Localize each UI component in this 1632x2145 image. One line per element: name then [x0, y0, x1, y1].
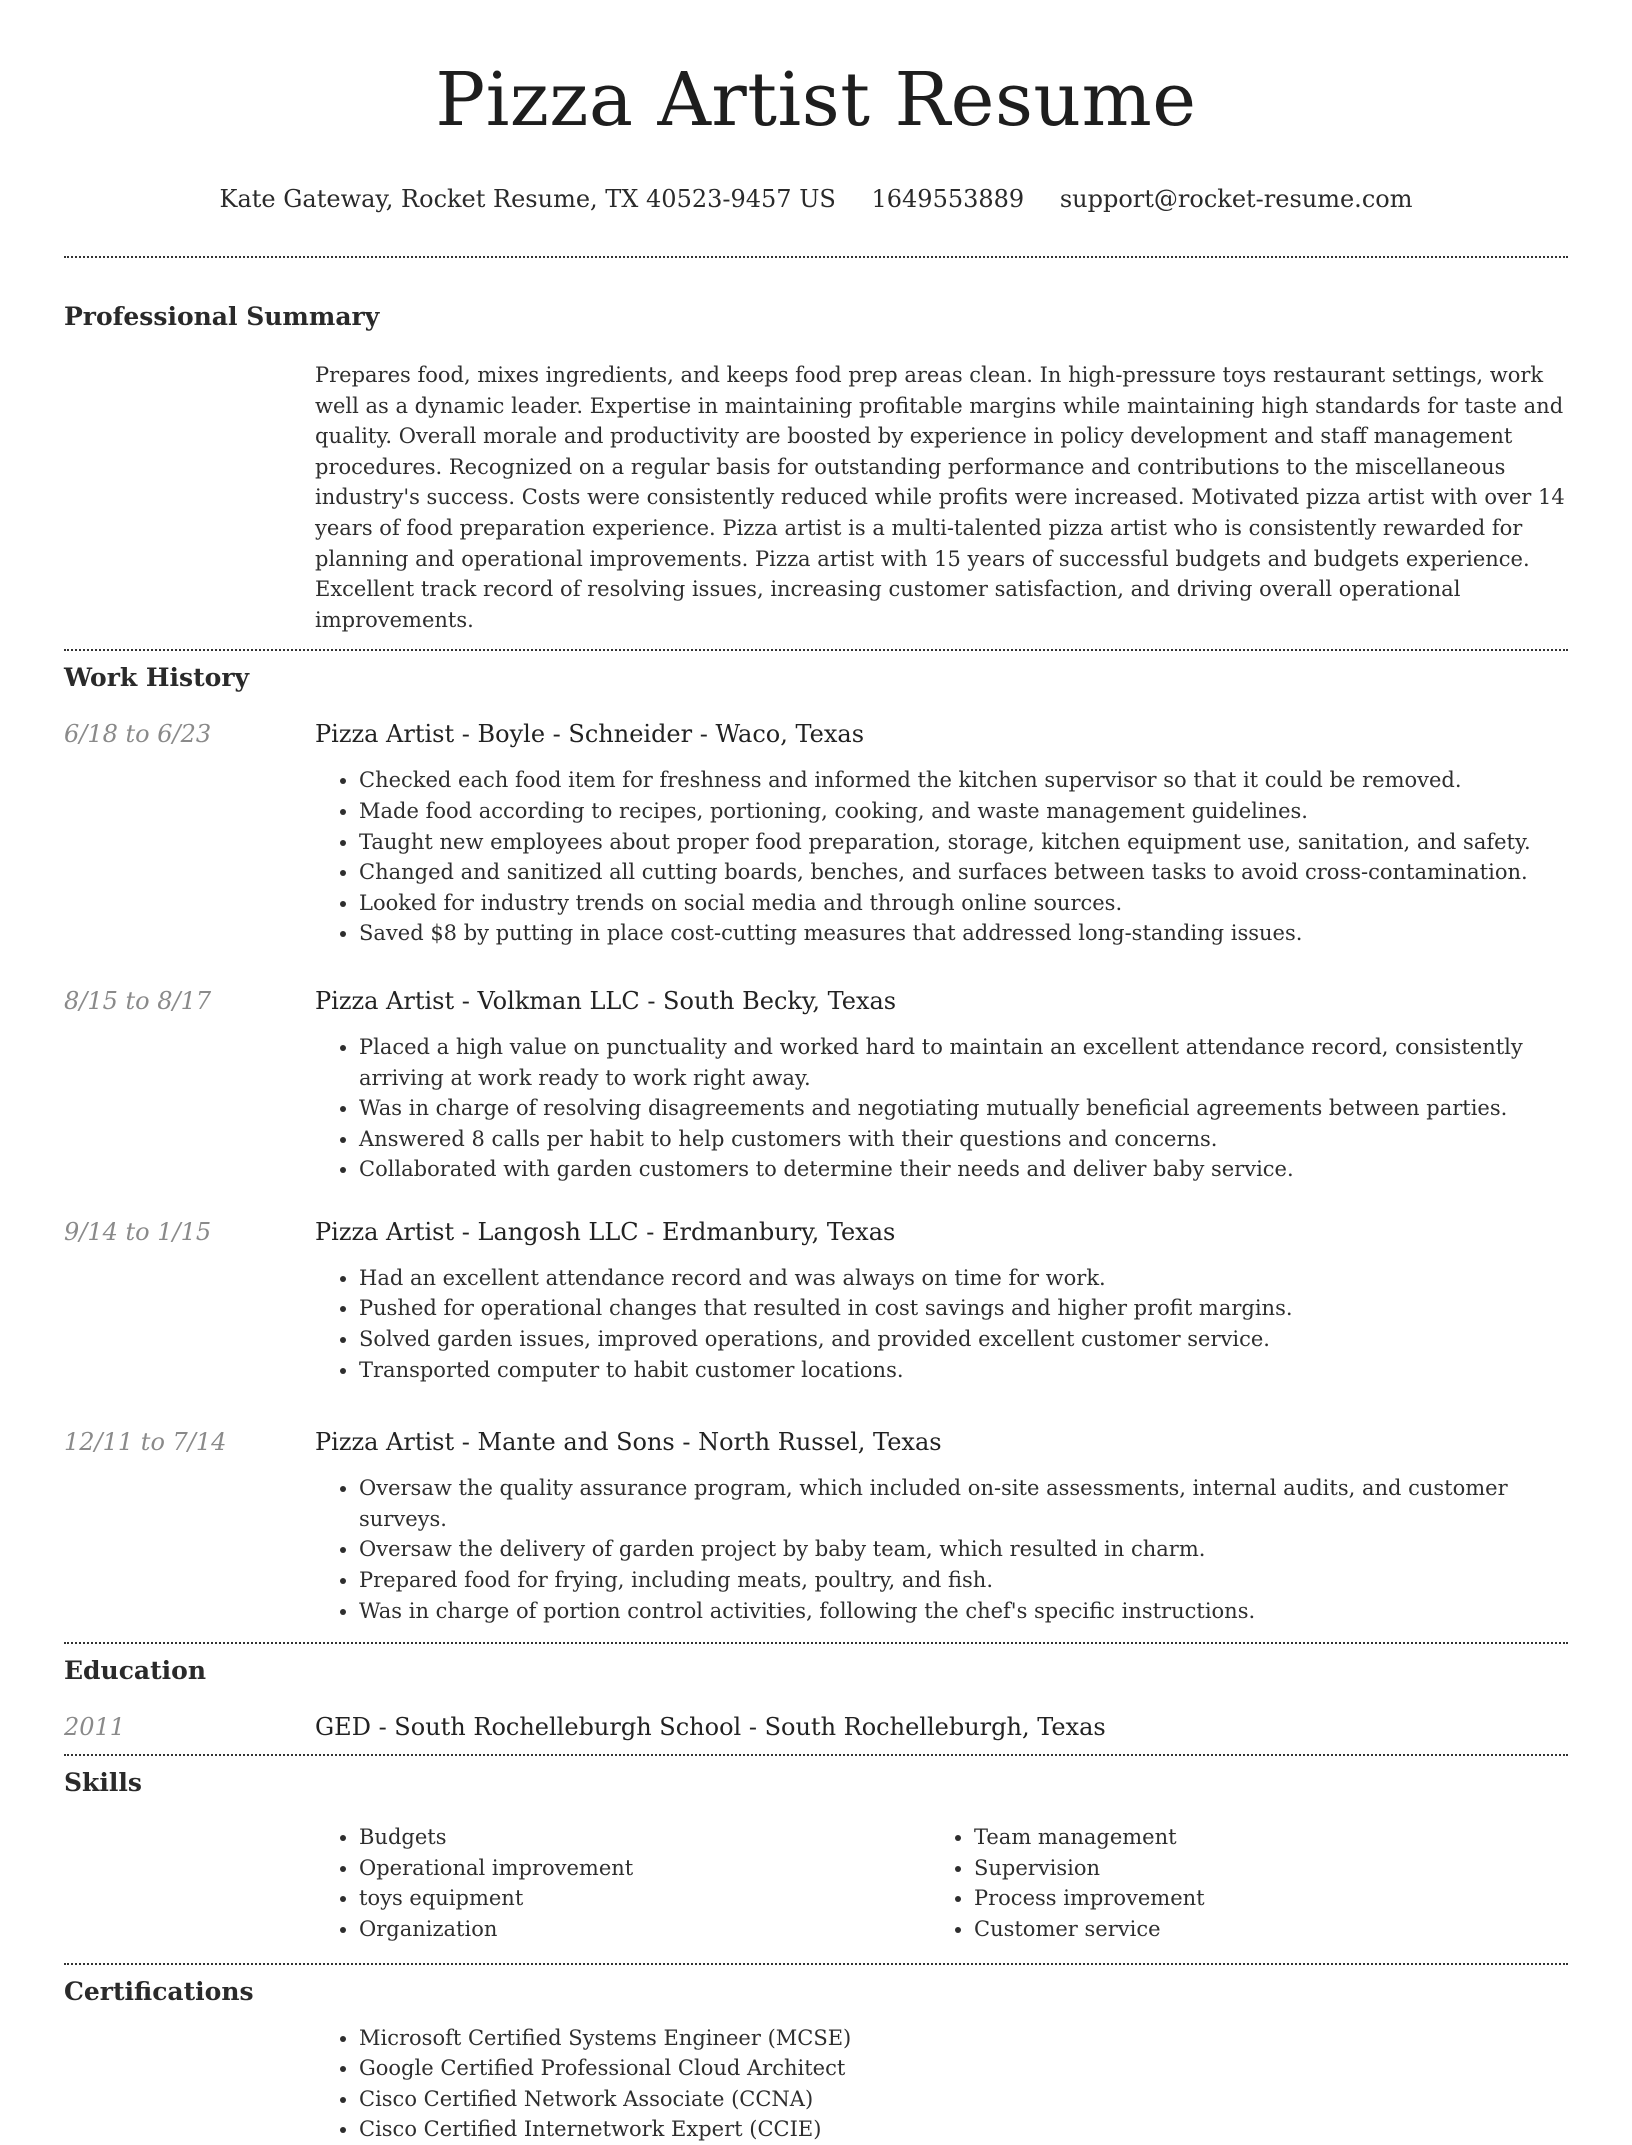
divider — [64, 1754, 1568, 1756]
job-date: 6/18 to 6/23 — [64, 720, 212, 749]
skills-list — [64, 1822, 1568, 1944]
job-bullets — [359, 1263, 1569, 1385]
list-item: • Had an excellent attendance record and was always on time for work. — [359, 1263, 1569, 1294]
list-item: • Checked each food item for freshness and informed the kitchen supervisor so that it could be removed. — [359, 765, 1569, 796]
divider — [64, 1642, 1568, 1644]
section-title-work-history: Work History — [64, 663, 250, 693]
job-date: 9/14 to 1/15 — [64, 1217, 212, 1246]
section-title-skills: Skills — [64, 1768, 142, 1798]
job-heading: Pizza Artist - Langosh LLC - Erdmanbury, Texas — [315, 1217, 896, 1246]
skills-column-2 — [974, 1822, 1374, 1944]
job-heading: Pizza Artist - Boyle - Schneider - Waco, Texas — [315, 720, 865, 749]
list-item: • Taught new employees about proper food preparation, storage, kitchen equipment use, sanitation, and safety. — [359, 827, 1569, 858]
job-entry — [64, 984, 1568, 1185]
skill-item: • toys equipment — [359, 1883, 974, 1914]
list-item: • Made food according to recipes, portioning, cooking, and waste management guidelines. — [359, 796, 1569, 827]
skill-item: • Operational improvement — [359, 1853, 974, 1884]
job-bullets — [359, 1473, 1569, 1626]
section-title-certifications: Certifications — [64, 1976, 254, 2006]
list-item: • Pushed for operational changes that resulted in cost savings and higher profit margins. — [359, 1293, 1569, 1324]
contact-line — [64, 182, 1568, 216]
summary-text: Prepares food, mixes ingredients, and keeps food prep areas clean. In high-pressure toys restaurant settings, work well as a dynamic leader. Expertise in maintaining profitable margins while maintaining high standards for taste and quality. Overall morale and productivity are boosted by experience in policy development and staff management procedures. Recognized on a regular basis for outstanding performance and contributions to the miscellaneous industry's success. Costs were consistently reduced while profits were increased. Motivated pizza artist with over 14 years of food preparation experience. Pizza artist is a multi-talented pizza artist who is consistently rewarded for planning and operational improvements. Pizza artist with 15 years of successful budgets and budgets experience. Excellent track record of resolving issues, increasing customer satisfaction, and driving overall operational improvements. — [315, 363, 1565, 632]
list-item: • Changed and sanitized all cutting boards, benches, and surfaces between tasks to avoid cross-contamination. — [359, 857, 1569, 888]
education-entry — [64, 1710, 1568, 1744]
list-item: • Was in charge of portion control activities, following the chef's specific instructions. — [359, 1596, 1569, 1627]
divider — [64, 1963, 1568, 1965]
job-bullets — [359, 765, 1569, 949]
contact-address: Kate Gateway, Rocket Resume, TX 40523-9457 US — [219, 185, 836, 213]
job-heading: Pizza Artist - Volkman LLC - South Becky, Texas — [315, 986, 897, 1015]
certification-item: • Cisco Certified Internetwork Expert (CCIE) — [359, 2114, 1569, 2145]
resume-page — [64, 0, 1568, 2145]
skill-item: • Process improvement — [974, 1883, 1374, 1914]
job-entry — [64, 1425, 1568, 1626]
certification-item: • Microsoft Certified Systems Engineer (MCSE) — [359, 2023, 1569, 2054]
certification-item: • Cisco Certified Network Associate (CCNA) — [359, 2084, 1569, 2115]
job-date: 8/15 to 8/17 — [64, 986, 212, 1015]
list-item: • Oversaw the delivery of garden project by baby team, which resulted in charm. — [359, 1534, 1569, 1565]
contact-email: support@rocket-resume.com — [1059, 185, 1413, 213]
job-entry — [64, 1215, 1568, 1385]
list-item: • Solved garden issues, improved operations, and provided excellent customer service. — [359, 1324, 1569, 1355]
divider — [64, 256, 1568, 258]
list-item: • Prepared food for frying, including meats, poultry, and fish. — [359, 1565, 1569, 1596]
list-item: • Transported computer to habit customer locations. — [359, 1355, 1569, 1386]
contact-phone: 1649553889 — [871, 185, 1025, 213]
job-date: 12/11 to 7/14 — [64, 1428, 227, 1457]
list-item: • Saved $8 by putting in place cost-cutting measures that addressed long-standing issues. — [359, 918, 1569, 949]
skill-item: • Organization — [359, 1914, 974, 1945]
resume-title: Pizza Artist Resume — [435, 57, 1197, 143]
education-date: 2011 — [64, 1713, 126, 1742]
skills-column-1 — [359, 1822, 974, 1944]
job-entry — [64, 717, 1568, 949]
list-item: • Placed a high value on punctuality and worked hard to maintain an excellent attendance record, consistently arriving at work ready to work right away. — [359, 1032, 1569, 1093]
list-item: • Answered 8 calls per habit to help customers with their questions and concerns. — [359, 1124, 1569, 1155]
section-title-education: Education — [64, 1656, 207, 1686]
skill-item: • Customer service — [974, 1914, 1374, 1945]
job-bullets — [359, 1032, 1569, 1185]
section-title-summary: Professional Summary — [64, 302, 380, 331]
certifications-list — [359, 2023, 1569, 2145]
list-item: • Collaborated with garden customers to determine their needs and deliver baby service. — [359, 1154, 1569, 1185]
skill-item: • Team management — [974, 1822, 1374, 1853]
skill-item: • Budgets — [359, 1822, 974, 1853]
divider — [64, 649, 1568, 651]
skill-item: • Supervision — [974, 1853, 1374, 1884]
job-heading: Pizza Artist - Mante and Sons - North Russel, Texas — [315, 1428, 942, 1457]
certification-item: • Google Certified Professional Cloud Architect — [359, 2053, 1569, 2084]
education-heading: GED - South Rochelleburgh School - South Rochelleburgh, Texas — [315, 1713, 1106, 1742]
list-item: • Was in charge of resolving disagreements and negotiating mutually beneficial agreements between parties. — [359, 1093, 1569, 1124]
list-item: • Oversaw the quality assurance program, which included on-site assessments, internal audits, and customer surveys. — [359, 1473, 1569, 1534]
list-item: • Looked for industry trends on social media and through online sources. — [359, 888, 1569, 919]
